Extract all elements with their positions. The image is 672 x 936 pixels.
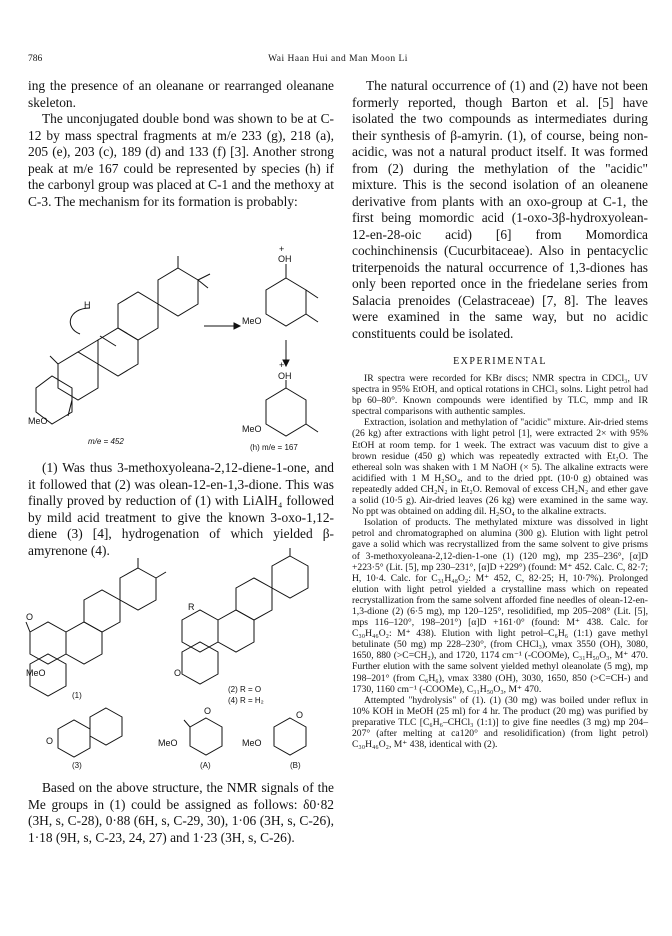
experimental-paragraph: Extraction, isolation and methylation of "acidic" mixture. Air-dried stems (26 kg) after extractions with light petrol [1], were extracted 2× with 95% EtOH at room temp. for 1 week. The extract was vacuum dist to give a brown residue (450 g) which was repeatedly extracted with Et₂O. The ethereal soln was shaken with 1 M NaOH (× 5). The alkaline extracts were acidified with 1 M H₂SO₄, and to the dried ppt. (10·0 g) obtained was repeatedly added CH₂N₂ in Et₂O. Removal of excess CH₂N₂ and ether gave a solid (10·5 g). Air-dried leaves (26 kg) were examined in the same way. No ppt was obtained on adding dil. H₂SO₄ to the alkaline extracts. (352, 417, 648, 518)
paragraph: The natural occurrence of (1) and (2) have not been formerly reported, though Barton et al. [5] have isolated the two compounds as intermediates during their synthesis of β-amyrin. (1), of course, being non-acidic, was not a natural product itself. It was formed from (2) during the methylation of the "acidic" mixture. This is the second isolation of an oleanene derivative from plants with an oxo-group at C-1, the first being momordic acid (1-oxo-3β-hydroxyolean-12-en-28-oic acid) [6] from Momordica cochinchinensis (Cucurbitaceae). Also in pentacyclic triterpenoids the natural occurrence of 1,3-diones has only been reported once in the friedelane series from Salacia prenoides (Celastraceae) [7, 8]. The leaves were examined in the same way, but no acidic constituents could be isolated. (352, 78, 648, 341)
meo-label: MeO (242, 424, 262, 434)
structures-figure (28, 548, 334, 772)
compound-4-label: (4) R = H₂ (228, 696, 264, 705)
r-label: R (188, 602, 195, 612)
right-column (352, 78, 648, 750)
oh-label: OH (278, 254, 292, 264)
reaction-arrow (204, 323, 240, 329)
oxonium-product-drawing (266, 264, 318, 326)
running-title: Wai Haan Hui and Man Moon Li (268, 54, 408, 64)
carbonyl-label: O (174, 668, 182, 678)
compound-3-label: (3) (72, 761, 82, 770)
experimental-paragraph: IR spectra were recorded for KBr discs; NMR spectra in CDCl₃, UV spectra in 95% EtOH, and optical rotations in CHCl₃ solns. Light petrol had bp 60–80°. Known compounds were identified by TLC, mmp and IR spectral comparisons with authentic samples. (352, 373, 648, 418)
fragment-b-label: (B) (290, 761, 301, 770)
paragraph: Based on the above structure, the NMR signals of the Me groups in (1) could be assigned as follows: δ0·82 (3H, s, C-28), 0·88 (6H, s, C-29, 30), 1·06 (3H, s, C-26), 1·18 (9H, s, C-23, 24, 27) and 1·23 (3H, s, C-26). (28, 780, 334, 845)
fragmentation-scheme (28, 244, 334, 456)
page-header (28, 54, 648, 68)
oh-label: OH (278, 371, 292, 381)
left-column-top (28, 78, 334, 210)
carbonyl-label: O (46, 736, 54, 746)
plus-label: + (279, 244, 285, 254)
fragment-a-label: (A) (200, 761, 211, 770)
left-column-bottom (28, 780, 334, 846)
carbonyl-label: O (296, 710, 304, 720)
paragraph: (1) Was thus 3-methoxyoleana-2,12-diene-1-one, and it followed that (2) was olean-12-en-1,3-dione. This was finally proved by reduction of (1) with LiAlH₄ followed by mild acid treatment to give the known 3-oxo-1,12-diene (3) [4], hydrogenation of which yielded β-amyrenone (4). (28, 460, 334, 558)
compound-2-drawing (182, 548, 308, 684)
fragment-b-drawing (274, 718, 306, 755)
experimental-paragraph: Isolation of products. The methylated mixture was dissolved in light petrol and chromatographed on alumina (300 g). Elution with light petrol gave a solid which was recrystallized from the same solvent to give prisms of 3-methoxyoleana-2,12-dien-1-one (1) (120 mg), mp 235–236°, [α]D +223·5° (Lit. [5], mp 230–231°, [α]D +229°) (found: M⁺ 452. Calc. C, 82·7; H, 10·4. Calc. for C₃₁H₄₈O₂: M⁺ 452, C, 82·25; H, 10·7%). Prolonged elution with light petrol yielded a crystalline mass which on repeated recrystallization from the same solvent afforded fine needles of olean-12-en-1,3-dione (2) (6·5 mg), mp 120–125°, resolidified, mp 205–208° (Lit. [5], mps 116–120°, 198–201°) [α]D +161·0° (found: M⁺ 438. Calc. for C₃₀H₄₆O₂: M⁺ 438). Elution with light petrol–C₆H₆ (1:1) gave methyl betulinate (50 mg) mp 228–230°, (from CHCl₃), νmax 3550 (OH), 3080, 1650, 880 (>C=CH₂), and 1720, 1174 cm⁻¹ (-COOMe), C₃₁H₅₀O₃, M⁺ 470. Further elution with the same solvent yielded methyl oleanolate (5 mg), mp 198–201° (from C₆H₆), νmax 3380 (OH), 3030, 1650, 850 (>C=CH-) and 1730, 1160 cm⁻¹ (-COOMe), C₃₁H₅₀O₃, M⁺ 470. (352, 517, 648, 695)
compound-1-drawing (26, 558, 166, 696)
compound-1-label: (1) (72, 691, 82, 700)
species-h-label: (h) m/e = 167 (250, 443, 298, 452)
fragment-a-drawing (184, 718, 222, 755)
meo-label: MeO (26, 668, 46, 678)
left-column-middle (28, 460, 334, 559)
oleanane-skeleton-drawing (36, 256, 210, 424)
compound-3-drawing (58, 708, 122, 757)
meo-label: MeO (242, 316, 262, 326)
carbonyl-label: O (204, 706, 212, 716)
meo-label: MeO (28, 416, 48, 426)
paragraph: The unconjugated double bond was shown to be at C-12 by mass spectral fragments at m/e 233 (g), 218 (a), 205 (e), 203 (c), 189 (d) and 133 (f) [3]. Another strong peak at m/e 167 could be represented by species (h) if the carbonyl group was placed at C-1 and the methoxy at C-3. The mechanism for its formation is probably: (28, 111, 334, 209)
section-heading: EXPERIMENTAL (453, 356, 547, 367)
compound-2-label: (2) R = O (228, 685, 262, 694)
page-number: 786 (28, 54, 43, 64)
species-h-drawing (266, 380, 318, 436)
carbonyl-label: O (26, 612, 34, 622)
meo-label: MeO (242, 738, 262, 748)
meo-label: MeO (158, 738, 178, 748)
h-label: H (84, 300, 91, 310)
mz-label: m/e = 452 (88, 437, 124, 446)
experimental-paragraph: Attempted "hydrolysis" of (1). (1) (30 mg) was boiled under reflux in 10% KOH in MeOH (25 ml) for 4 hr. The product (20 mg) was purified by preparative TLC [C₆H₆–CHCl₃ (1:1)] to give fine needles (3 mg) mp 204–207° (after melting at ca120° and resolidification) (from light petrol) C₃₀H₄₆O₂, M⁺ 438, identical with (2). (352, 694, 648, 751)
paragraph: ing the presence of an oleanane or rearranged oleanane skeleton. (28, 78, 334, 110)
plus-label: + (279, 360, 285, 370)
